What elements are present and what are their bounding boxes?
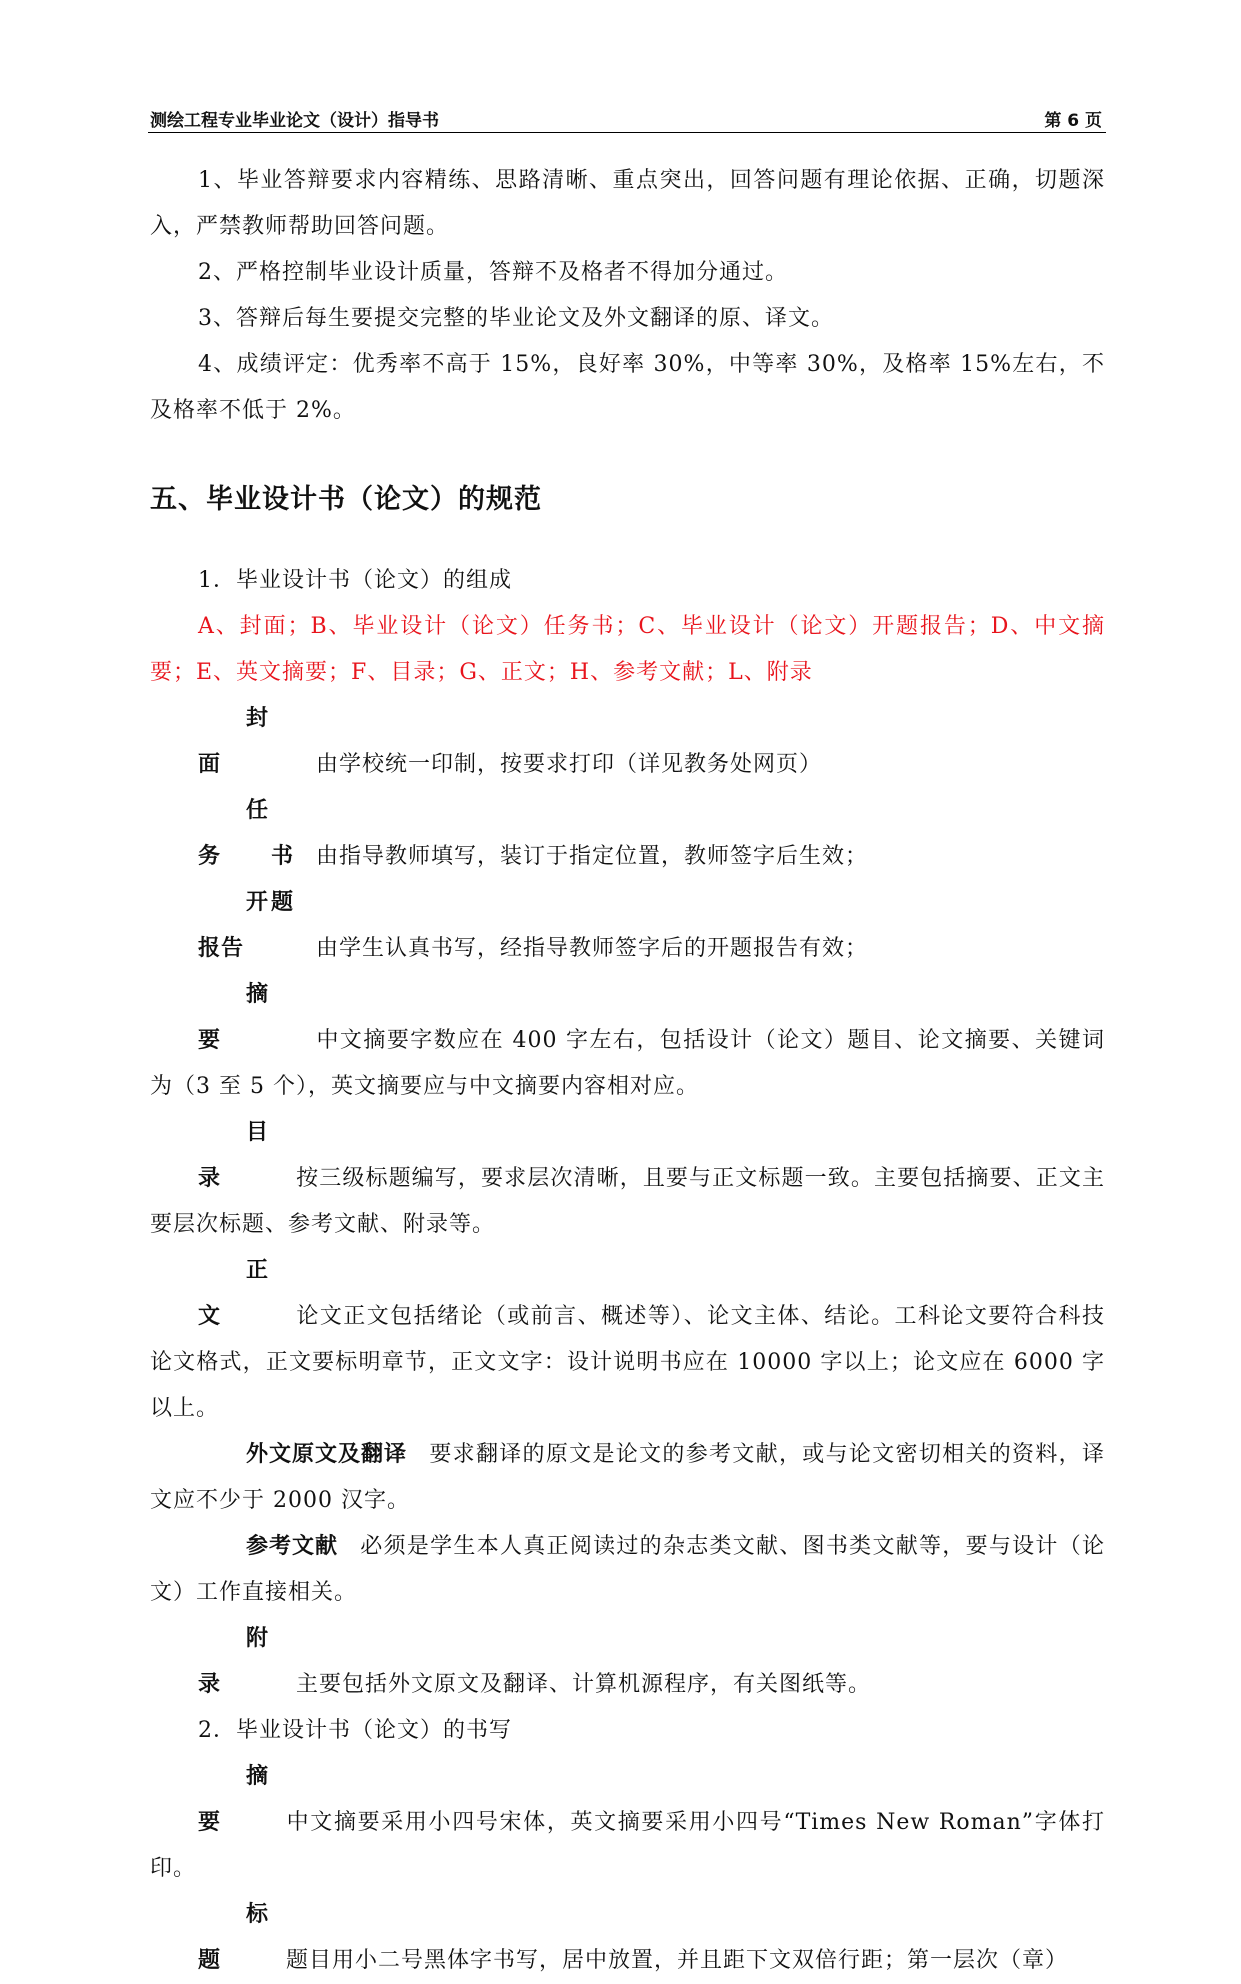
term-label: 封 面 [198, 706, 316, 777]
term-appendix [150, 1616, 1105, 1708]
term-label: 开题报告 [198, 890, 294, 961]
term-desc: 必须是学生本人真正阅读过的杂志类文献、图书类文献等，要与设计（论文）工作直接相关。 [150, 1534, 1105, 1605]
term-label: 参考文献 [246, 1534, 339, 1559]
term-desc: 主要包括外文原文及翻译、计算机源程序，有关图纸等。 [296, 1672, 872, 1697]
term-task-book [150, 788, 1105, 880]
term-desc: 题目用小二号黑体字书写，居中放置，并且距下文双倍行距；第一层次（章） [286, 1948, 1069, 1973]
term-label: 目 录 [198, 1120, 293, 1191]
subsection-writing: 2．毕业设计书（论文）的书写 [198, 1718, 512, 1743]
term-label: 摘 要 [198, 1764, 293, 1835]
term-body [150, 1248, 1105, 1432]
term-references [150, 1524, 1105, 1616]
header-title: 测绘工程专业毕业论文（设计）指导书 [150, 111, 439, 131]
term-translation [150, 1432, 1105, 1524]
term-desc: 中文摘要字数应在 400 字左右，包括设计（论文）题目、论文摘要、关键词为（3 至 5 个），英文摘要应与中文摘要内容相对应。 [150, 1028, 1105, 1099]
defense-item-3: 3、答辩后每生要提交完整的毕业论文及外文翻译的原、译文。 [198, 306, 834, 331]
defense-item-4: 4、成绩评定：优秀率不高于 15%，良好率 30%，中等率 30%，及格率 15%左右，不及格率不低于 2%。 [150, 352, 1105, 423]
page-content [150, 158, 1105, 1984]
writing-title [150, 1892, 1105, 1984]
term-label: 标 题 [198, 1902, 293, 1973]
term-desc: 中文摘要采用小四号宋体，英文摘要采用小四号“Times New Roman”字体打印。 [150, 1810, 1105, 1881]
term-abstract [150, 972, 1105, 1110]
page-number: 第 6 页 [1044, 111, 1102, 131]
term-label: 摘 要 [198, 982, 316, 1053]
composition-list: A、封面；B、毕业设计（论文）任务书；C、毕业设计（论文）开题报告；D、中文摘要；E、英文摘要；F、目录；G、正文；H、参考文献；L、附录 [150, 614, 1105, 685]
term-desc: 由指导教师填写，装订于指定位置，教师签字后生效； [316, 844, 869, 869]
defense-item-1: 1、毕业答辩要求内容精练、思路清晰、重点突出，回答问题有理论依据、正确，切题深入，严禁教师帮助回答问题。 [150, 168, 1105, 239]
term-desc: 要求翻译的原文是论文的参考文献，或与论文密切相关的资料，译文应不少于 2000 汉字。 [150, 1442, 1105, 1513]
defense-item-2: 2、严格控制毕业设计质量，答辩不及格者不得加分通过。 [198, 260, 788, 285]
term-label: 外文原文及翻译 [246, 1442, 408, 1467]
term-desc: 论文正文包括绪论（或前言、概述等）、论文主体、结论。工科论文要符合科技论文格式，正文要标明章节，正文文字：设计说明书应在 10000 字以上；论文应在 6000 字以上。 [150, 1304, 1105, 1421]
page-header [148, 102, 1106, 133]
term-label: 附 录 [198, 1626, 293, 1697]
term-label: 任 务 书 [198, 798, 294, 869]
term-desc: 按三级标题编写，要求层次清晰，且要与正文标题一致。主要包括摘要、正文主要层次标题、参考文献、附录等。 [150, 1166, 1105, 1237]
term-toc [150, 1110, 1105, 1248]
subsection-composition: 1．毕业设计书（论文）的组成 [198, 568, 512, 593]
term-desc: 由学校统一印制，按要求打印（详见教务处网页） [316, 752, 823, 777]
writing-abstract [150, 1754, 1105, 1892]
term-label: 正 文 [198, 1258, 293, 1329]
term-proposal [150, 880, 1105, 972]
term-desc: 由学生认真书写，经指导教师签字后的开题报告有效； [316, 936, 869, 961]
term-cover [150, 696, 1105, 788]
section-title: 五、毕业设计书（论文）的规范 [150, 484, 542, 515]
